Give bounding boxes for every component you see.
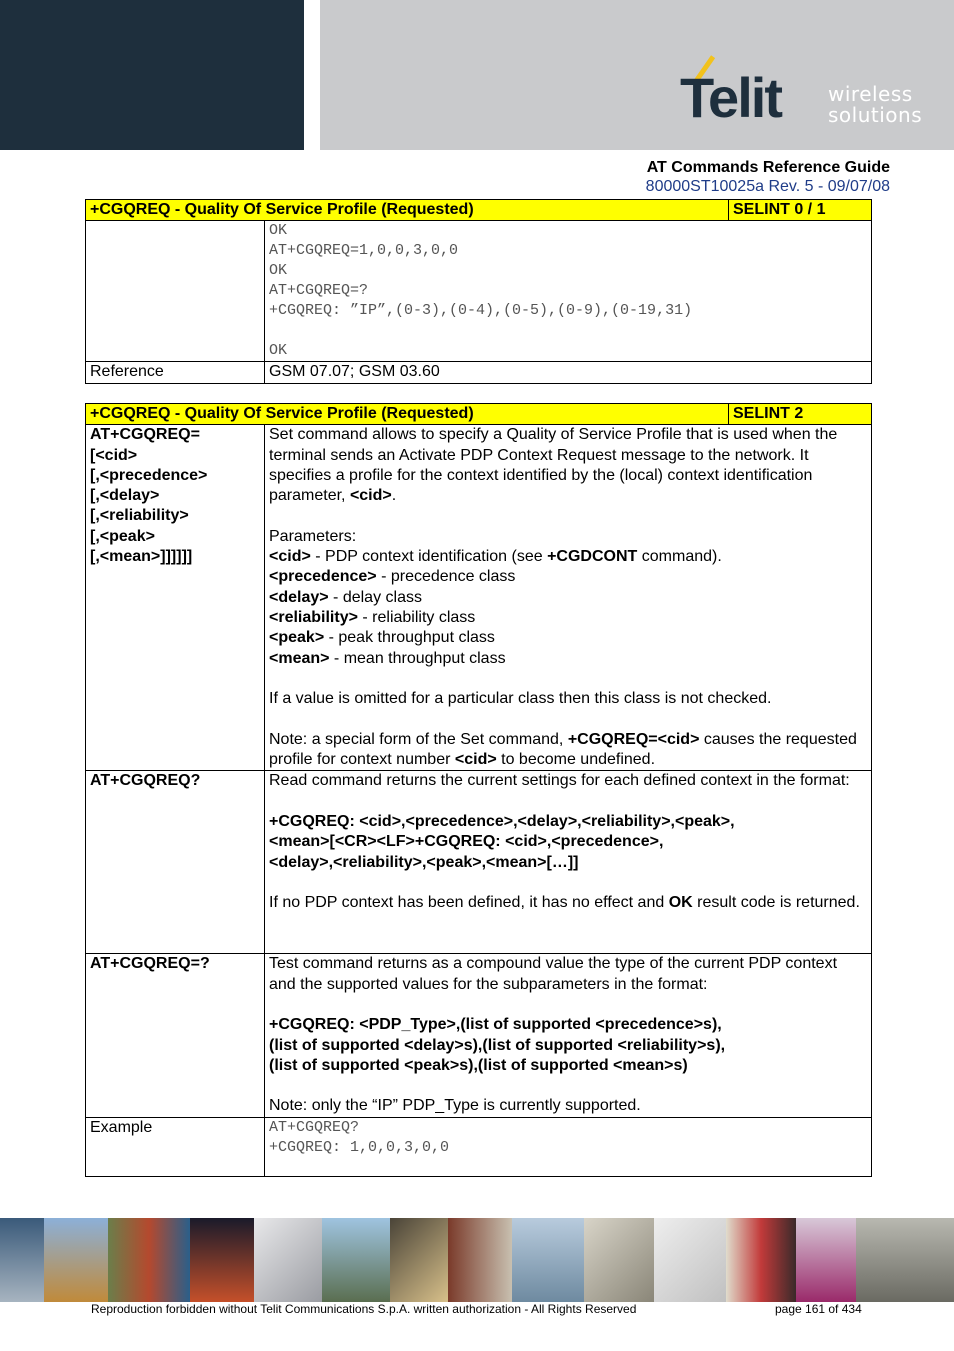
footer-copyright: Reproduction forbidden without Telit Communications S.p.A. written authorization - All Rights Reserved	[91, 1302, 637, 1316]
selint-badge: SELINT 0 / 1	[729, 200, 872, 221]
param-precedence: <precedence> - precedence class	[269, 568, 516, 586]
footer-photo	[108, 1218, 190, 1302]
table-row-set-command	[86, 425, 872, 771]
code-line: OK	[269, 222, 288, 240]
table-row	[86, 362, 872, 383]
response-format-line: <delay>,<reliability>,<peak>,<mean>[…]]	[269, 853, 579, 871]
test-note: Note: only the “IP” PDP_Type is currently supported.	[269, 1097, 641, 1115]
reference-label: Reference	[86, 362, 265, 383]
code-line: +CGQREQ: 1,0,0,3,0,0	[269, 1138, 450, 1156]
table-row	[86, 221, 872, 362]
footer-photo-strip	[0, 1218, 954, 1302]
footer-photo	[856, 1218, 954, 1302]
code-line: OK	[269, 262, 288, 280]
test-command-description	[265, 954, 872, 1117]
logo-tagline-line-2: solutions	[828, 103, 923, 127]
response-format-line: +CGQREQ: <PDP_Type>,(list of supported <precedence>s),	[269, 1016, 722, 1034]
response-format-line: (list of supported <peak>s),(list of supported <mean>s)	[269, 1056, 688, 1074]
table-title: +CGQREQ - Quality Of Service Profile (Requested)	[86, 404, 729, 425]
response-format-line: <mean>[<CR><LF>+CGQREQ: <cid>,<precedence>,	[269, 833, 664, 851]
logo-tagline	[828, 84, 922, 126]
footer-photo	[512, 1218, 584, 1302]
param-cid: <cid> - PDP context identification (see +CGDCONT command).	[269, 548, 722, 566]
test-command-syntax: AT+CGQREQ=?	[86, 954, 265, 1117]
telit-logo	[676, 48, 936, 138]
syntax-line: [,<precedence>	[90, 466, 208, 484]
table-header-row	[86, 200, 872, 221]
footer-photo	[322, 1218, 390, 1302]
special-form-note: Note: a special form of the Set command, +CGQREQ=<cid> causes the requested profile for context number <cid> to become undefined.	[269, 730, 857, 769]
table-header-row	[86, 404, 872, 425]
description-paragraph: Test command returns as a compound value the type of the current PDP context and the supported values for the subparameters in the format:	[269, 955, 838, 993]
code-line: OK	[269, 342, 288, 360]
footer-photo	[654, 1218, 726, 1302]
footer-photo	[726, 1218, 796, 1302]
param-peak: <peak> - peak throughput class	[269, 629, 495, 647]
response-format-line: (list of supported <delay>s),(list of supported <reliability>s),	[269, 1036, 726, 1054]
param-delay: <delay> - delay class	[269, 588, 422, 606]
syntax-line: [,<reliability>	[90, 507, 189, 525]
selint-badge: SELINT 2	[729, 404, 872, 425]
param-mean: <mean> - mean throughput class	[269, 649, 506, 667]
set-command-syntax	[86, 425, 265, 771]
table-title: +CGQREQ - Quality Of Service Profile (Requested)	[86, 200, 729, 221]
read-note: If no PDP context has been defined, it has no effect and OK result code is returned.	[269, 894, 860, 912]
param-reliability: <reliability> - reliability class	[269, 608, 476, 626]
read-command-description	[265, 771, 872, 954]
syntax-line: [,<delay>	[90, 487, 160, 505]
syntax-line: [<cid>	[90, 446, 138, 464]
parameters-heading: Parameters:	[269, 527, 357, 545]
code-line-blank	[269, 321, 867, 341]
logo-tagline-line-1: wireless	[828, 82, 913, 106]
footer-photo	[254, 1218, 322, 1302]
code-line: AT+CGQREQ?	[269, 1118, 360, 1136]
syntax-line: AT+CGQREQ=	[90, 426, 200, 444]
syntax-line: [,<peak>	[90, 527, 155, 545]
omit-note: If a value is omitted for a particular class then this class is not checked.	[269, 690, 772, 708]
code-line: AT+CGQREQ=?	[269, 282, 369, 300]
page-number: page 161 of 434	[775, 1302, 862, 1316]
empty-cell	[86, 221, 265, 362]
table-row-test-command	[86, 954, 872, 1117]
read-command-syntax: AT+CGQREQ?	[86, 771, 265, 954]
footer-photo	[448, 1218, 512, 1302]
table-row-read-command	[86, 771, 872, 954]
reference-value: GSM 07.07; GSM 03.60	[265, 362, 872, 383]
footer-photo	[796, 1218, 856, 1302]
footer-photo	[0, 1218, 44, 1302]
command-table-selint-2	[85, 403, 872, 1177]
header-dark-panel	[0, 0, 304, 150]
set-command-description	[265, 425, 872, 771]
guide-title: AT Commands Reference Guide	[646, 159, 890, 176]
code-cell	[265, 221, 872, 362]
footer-photo	[584, 1218, 654, 1302]
syntax-line: [,<mean>]]]]]]	[90, 548, 193, 566]
description-paragraph: Set command allows to specify a Quality of Service Profile that is used when the terminal sends an Activate PDP Context Request message to the network. It specifies a profile for the context identified by the (local) context identification parameter, <cid>.	[269, 426, 838, 505]
code-line: AT+CGQREQ=1,0,0,3,0,0	[269, 242, 459, 260]
command-table-selint-0-1	[85, 199, 872, 384]
example-label: Example	[86, 1117, 265, 1176]
footer-photo	[44, 1218, 108, 1302]
response-format-line: +CGQREQ: <cid>,<precedence>,<delay>,<reliability>,<peak>,	[269, 812, 735, 830]
footer-photo	[390, 1218, 448, 1302]
table-row-example	[86, 1117, 872, 1176]
description-paragraph: Read command returns the current settings for each defined context in the format:	[269, 772, 850, 790]
guide-revision: 80000ST10025a Rev. 5 - 09/07/08	[645, 178, 890, 195]
footer-photo	[190, 1218, 254, 1302]
example-code	[265, 1117, 872, 1176]
code-line: +CGQREQ: ”IP”,(0-3),(0-4),(0-5),(0-9),(0-19,31)	[269, 302, 693, 320]
logo-wordmark: Telit	[680, 66, 781, 129]
